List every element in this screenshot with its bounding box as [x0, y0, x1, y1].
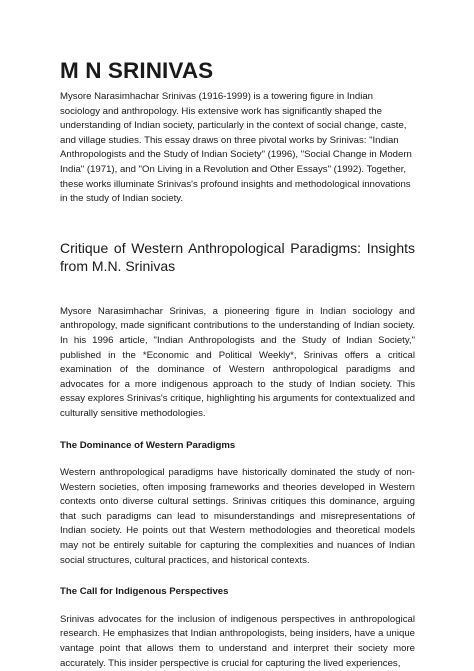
section-heading-indigenous-perspectives: The Call for Indigenous Perspectives: [60, 586, 229, 598]
section-body-indigenous-perspectives: Srinivas advocates for the inclusion of indigenous perspectives in anthropological research. He emphasizes that Indian anthropologists, being insiders, have a unique vantage point that allows them to understand and interpret their society more accurately. This insider perspective is crucial for capturing the lived experiences,: [60, 613, 415, 669]
document-title: M N SRINIVAS: [60, 58, 214, 83]
essay-intro-paragraph: Mysore Narasimhachar Srinivas, a pioneering figure in Indian sociology and anthropology, made significant contributions to the understanding of Indian society. In his 1996 article, "Indian Anthropologists and the Study of Indian Society," published in the *Economic and Political Weekly*, Srinivas offers a critical examination of the dominance of Western anthropological paradigms and advocates for a more indigenous approach to the study of Indian society. This essay explores Srinivas's critique, highlighting his arguments for contextualized and culturally sensitive methodologies.: [60, 305, 415, 419]
intro-paragraph: Mysore Narasimhachar Srinivas (1916-1999) is a towering figure in Indian sociology and anthropology. His extensive work has significantly shaped the understanding of Indian society, particularly in the context of social change, caste, and village studies. This essay draws on three pivotal works by Srinivas: "Indian Anthropologists and the Study of Indian Society" (1996), "Social Change in Modern India" (1971), and "On Living in a Revolution and Other Essays" (1992). Together, these works illuminate Srinivas's profound insights and methodological innovations in the study of Indian society.: [60, 91, 412, 205]
section-heading-western-paradigms: The Dominance of Western Paradigms: [60, 439, 236, 451]
section-body-western-paradigms: Western anthropological paradigms have historically dominated the study of non-Western societies, often imposing frameworks and theories developed in Western contexts onto diverse cultural settings. Srinivas critiques this dominance, arguing that such paradigms can lead to misunderstandings and misrepresentations of Indian society. He points out that Western methodologies and theoretical models may not be entirely suitable for capturing the complexities and nuances of Indian social structures, cultural practices, and historical contexts.: [60, 467, 415, 566]
essay-title: Critique of Western Anthropological Paradigms: Insights from M.N. Srinivas: [60, 239, 415, 275]
